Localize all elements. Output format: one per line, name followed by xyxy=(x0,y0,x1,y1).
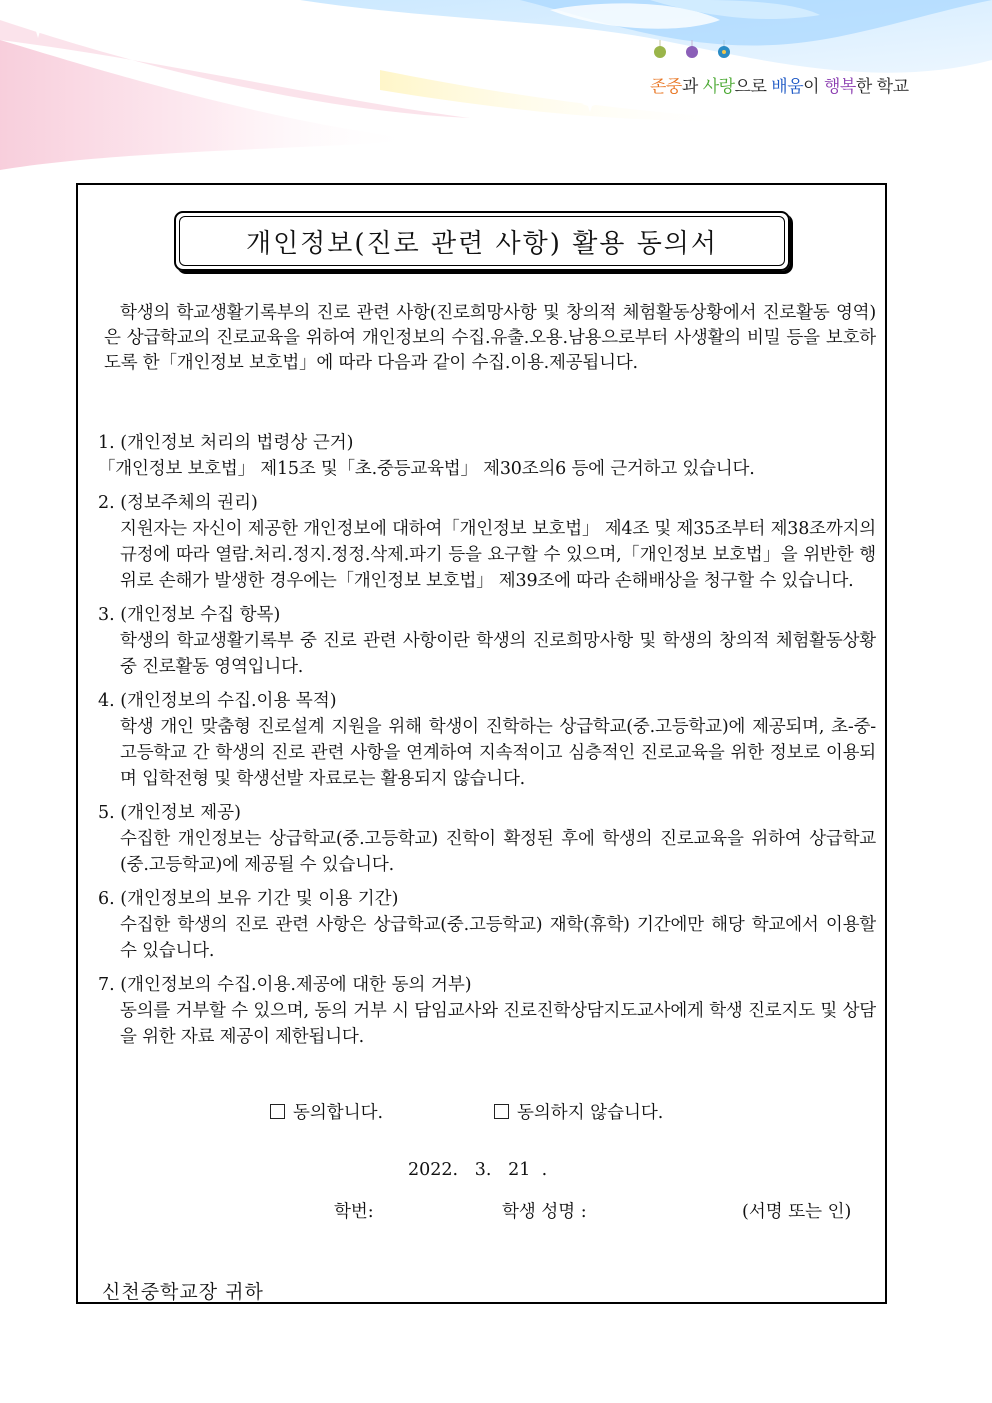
slogan-part: 과 xyxy=(681,77,703,97)
section-heading: 5. (개인정보 제공) xyxy=(98,803,241,823)
slogan-part: 한 학교 xyxy=(855,77,909,97)
disagree-option[interactable] xyxy=(494,1099,663,1124)
student-number-label: 학번: xyxy=(334,1202,374,1222)
section-heading: 6. (개인정보의 보유 기간 및 이용 기간) xyxy=(98,889,399,909)
section-heading: 4. (개인정보의 수집.이용 목적) xyxy=(98,691,337,711)
agree-checkbox[interactable] xyxy=(270,1104,285,1119)
section-body: 지원자는 자신이 제공한 개인정보에 대하여「개인정보 보호법」 제4조 및 제35조부터 제38조까지의 규정에 따라 열람.처리.정지.정정.삭제.파기 등을 요구할 수 있으며,「개인정보 보호법」을 위반한 행위로 손해가 발생한 경우에는「개인정보 보호법」 제39조에 따라 손해배상을 청구할 수 있습니다. xyxy=(120,519,877,591)
section-body: 「개인정보 보호법」 제15조 및「초.중등교육법」 제30조의6 등에 근거하고 있습니다. xyxy=(98,459,755,479)
school-slogan xyxy=(650,72,909,97)
section-4 xyxy=(98,688,876,792)
section-5 xyxy=(98,800,876,878)
header-decoration xyxy=(0,0,992,200)
section-body: 동의를 거부할 수 있으며, 동의 거부 시 담임교사와 진로진학상담지도교사에게 학생 진로지도 및 상담을 위한 자료 제공이 제한됩니다. xyxy=(120,1001,876,1047)
section-3 xyxy=(98,602,876,680)
slogan-part: 으로 xyxy=(734,77,772,97)
section-6 xyxy=(98,886,876,964)
disagree-label: 동의하지 않습니다. xyxy=(517,1103,664,1123)
slogan-part: 존중 xyxy=(650,77,682,97)
signature-hint: (서명 또는 인) xyxy=(742,1202,852,1222)
section-heading: 3. (개인정보 수집 항목) xyxy=(98,605,281,625)
section-body: 학생의 학교생활기록부 중 진로 관련 사항이란 학생의 진로희망사항 및 학생의 창의적 체험활동상황 중 진로활동 영역입니다. xyxy=(120,631,876,677)
section-body: 학생 개인 맞춤형 진로설계 지원을 위해 학생이 진학하는 상급학교(중.고등학교)에 제공되며, 초-중-고등학교 간 학생의 진로 관련 사항을 연계하여 지속적이고 심층적인 진로교육을 위한 정보로 이용되며 입학전형 및 학생선발 자료로는 활용되지 않습니다. xyxy=(120,717,876,789)
slogan-part: 배움 xyxy=(771,77,804,97)
document-frame xyxy=(76,183,887,1304)
document-title: 개인정보(진로 관련 사항) 활용 동의서 xyxy=(245,229,719,259)
agree-option[interactable] xyxy=(270,1099,383,1124)
signing-date: 2022. 3. 21 . xyxy=(408,1160,548,1180)
section-body: 수집한 개인정보는 상급학교(중.고등학교) 진학이 확정된 후에 학생의 진로교육을 위하여 상급학교(중.고등학교)에 제공될 수 있습니다. xyxy=(120,829,876,875)
section-heading: 7. (개인정보의 수집.이용.제공에 대한 동의 거부) xyxy=(98,975,472,995)
section-7 xyxy=(98,972,876,1050)
section-body: 수집한 학생의 진로 관련 사항은 상급학교(중.고등학교) 재학(휴학) 기간에만 해당 학교에서 이용할 수 있습니다. xyxy=(120,915,876,961)
title-box xyxy=(174,211,790,271)
student-name-label: 학생 성명 : xyxy=(502,1202,587,1222)
agree-label: 동의합니다. xyxy=(293,1103,384,1123)
section-heading: 2. (정보주체의 권리) xyxy=(98,493,258,513)
slogan-part: 사랑 xyxy=(702,77,735,97)
intro-paragraph: 학생의 학교생활기록부의 진로 관련 사항(진로희망사항 및 창의적 체험활동상황에서 진로활동 영역)은 상급학교의 진로교육을 위하여 개인정보의 수집.유출.오용.남용으로부터 사생활의 비밀 등을 보호하도록 한「개인정보 보호법」에 따라 다음과 같이 수집.이용.제공됩니다. xyxy=(104,303,876,373)
section-heading: 1. (개인정보 처리의 법령상 근거) xyxy=(98,433,354,453)
recipient: 신천중학교장 귀하 xyxy=(102,1281,264,1303)
slogan-part: 이 xyxy=(803,77,824,97)
slogan-part: 행복 xyxy=(823,77,856,97)
disagree-checkbox[interactable] xyxy=(494,1104,509,1119)
section-1 xyxy=(98,430,876,482)
sections-list xyxy=(98,430,876,1058)
section-2 xyxy=(98,490,876,594)
decorative-dots-icon xyxy=(652,40,742,70)
